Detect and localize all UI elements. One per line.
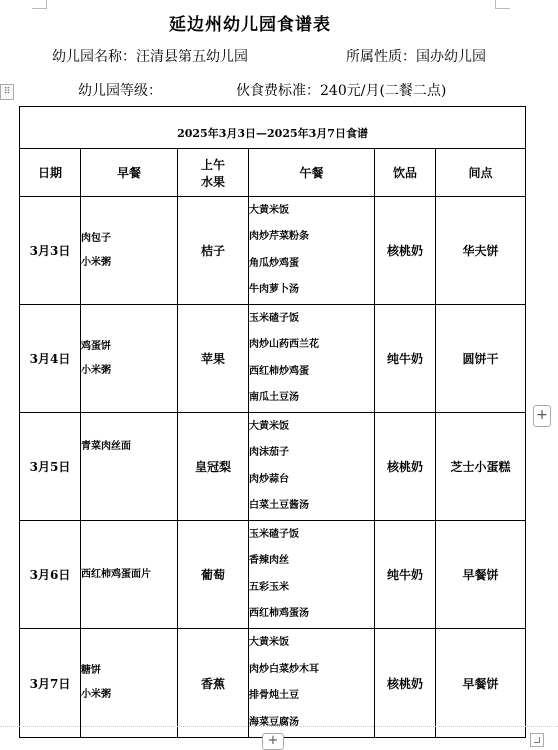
kindergarten-nature: 所属性质：国办幼儿园	[346, 49, 486, 65]
row-lunch	[249, 305, 375, 413]
document-title: 延边州幼儿园食谱表	[169, 15, 331, 35]
row-lunch	[249, 197, 375, 305]
lunch-item: 南瓜土豆汤	[249, 392, 299, 403]
table-row	[20, 521, 526, 629]
lunch-item: 肉炒白菜炒木耳	[249, 663, 319, 675]
kindergarten-name: 幼儿园名称：汪清县第五幼儿园	[52, 49, 248, 65]
lunch-item: 香辣肉丝	[249, 555, 289, 566]
lunch-item: 大黄米饭	[249, 204, 289, 216]
row-fruit: 桔子	[178, 197, 249, 305]
row-snack: 早餐饼	[436, 629, 526, 738]
row-date: 3月6日	[20, 521, 81, 629]
lunch-item: 玉米碴子饭	[249, 528, 299, 540]
row-snack: 芝士小蛋糕	[436, 413, 526, 521]
header-breakfast: 早餐	[81, 149, 178, 197]
header-fruit-line1: 上午	[200, 157, 225, 172]
header-lunch: 午餐	[249, 149, 375, 197]
row-breakfast	[81, 197, 178, 305]
breakfast-item: 小米粥	[81, 689, 111, 700]
lunch-item: 肉炒芹菜粉条	[249, 231, 309, 242]
row-breakfast	[81, 413, 178, 521]
add-column-plus-icon[interactable]: +	[533, 405, 551, 427]
row-breakfast	[81, 629, 178, 738]
meal-fee-standard: 伙食费标准：240元/月(二餐二点)	[236, 83, 447, 99]
row-breakfast	[81, 305, 178, 413]
add-row-plus-icon[interactable]: +	[262, 733, 284, 750]
row-date: 3月5日	[20, 413, 81, 521]
breakfast-item: 糖饼	[81, 665, 101, 676]
breakfast-item: 青菜肉丝面	[81, 441, 131, 452]
row-snack: 圆饼干	[436, 305, 526, 413]
row-lunch	[249, 521, 375, 629]
row-fruit: 苹果	[178, 305, 249, 413]
row-date: 3月3日	[20, 197, 81, 305]
row-drink: 核桃奶	[375, 629, 436, 738]
row-drink: 核桃奶	[375, 197, 436, 305]
row-fruit: 葡萄	[178, 521, 249, 629]
breakfast-item: 肉包子	[81, 232, 111, 244]
row-fruit: 皇冠梨	[178, 413, 249, 521]
header-snack: 间点	[436, 149, 526, 197]
breakfast-item: 小米粥	[81, 364, 111, 376]
header-fruit-line2: 水果	[200, 174, 225, 189]
kindergarten-grade: 幼儿园等级：	[78, 83, 162, 99]
lunch-item: 肉炒蒜台	[249, 473, 289, 485]
lunch-item: 五彩玉米	[249, 581, 289, 593]
table-move-handle-icon[interactable]: ⠿	[0, 84, 14, 100]
page-bottom-divider	[0, 726, 558, 727]
menu-date-range: 2025年3月3日—2025年3月7日食谱	[20, 107, 526, 149]
lunch-item: 西红柿炒鸡蛋	[249, 365, 309, 377]
lunch-item: 海菜豆腐汤	[249, 716, 299, 728]
lunch-item: 牛肉萝卜汤	[249, 284, 299, 295]
breakfast-item: 鸡蛋饼	[81, 340, 111, 352]
row-drink: 纯牛奶	[375, 305, 436, 413]
lunch-item: 白菜土豆酱汤	[249, 500, 309, 511]
row-date: 3月7日	[20, 629, 81, 738]
lunch-item: 肉炒山药西兰花	[249, 339, 319, 350]
page-corner-mark-left	[32, 0, 47, 9]
menu-table	[19, 106, 526, 738]
header-drink: 饮品	[375, 149, 436, 197]
page-corner-mark-right	[495, 0, 510, 9]
header-fruit	[178, 149, 249, 197]
row-lunch	[249, 413, 375, 521]
table-resize-corner-icon[interactable]	[530, 733, 544, 747]
breakfast-item: 小米粥	[81, 256, 111, 268]
breakfast-item: 西红柿鸡蛋面片	[81, 568, 151, 580]
lunch-item: 肉沫茄子	[249, 447, 289, 458]
table-row	[20, 305, 526, 413]
lunch-item: 大黄米饭	[249, 637, 289, 648]
row-fruit: 香蕉	[178, 629, 249, 738]
table-row	[20, 197, 526, 305]
row-lunch	[249, 629, 375, 738]
lunch-item: 西红柿鸡蛋汤	[249, 608, 309, 619]
lunch-item: 角瓜炒鸡蛋	[249, 257, 299, 269]
row-snack: 华夫饼	[436, 197, 526, 305]
lunch-item: 大黄米饭	[249, 420, 289, 432]
row-breakfast	[81, 521, 178, 629]
lunch-item: 排骨炖土豆	[249, 690, 299, 701]
table-row	[20, 413, 526, 521]
row-drink: 纯牛奶	[375, 521, 436, 629]
row-drink: 核桃奶	[375, 413, 436, 521]
row-snack: 早餐饼	[436, 521, 526, 629]
header-date: 日期	[20, 149, 81, 197]
table-row	[20, 629, 526, 738]
lunch-item: 玉米碴子饭	[249, 312, 299, 324]
row-date: 3月4日	[20, 305, 81, 413]
